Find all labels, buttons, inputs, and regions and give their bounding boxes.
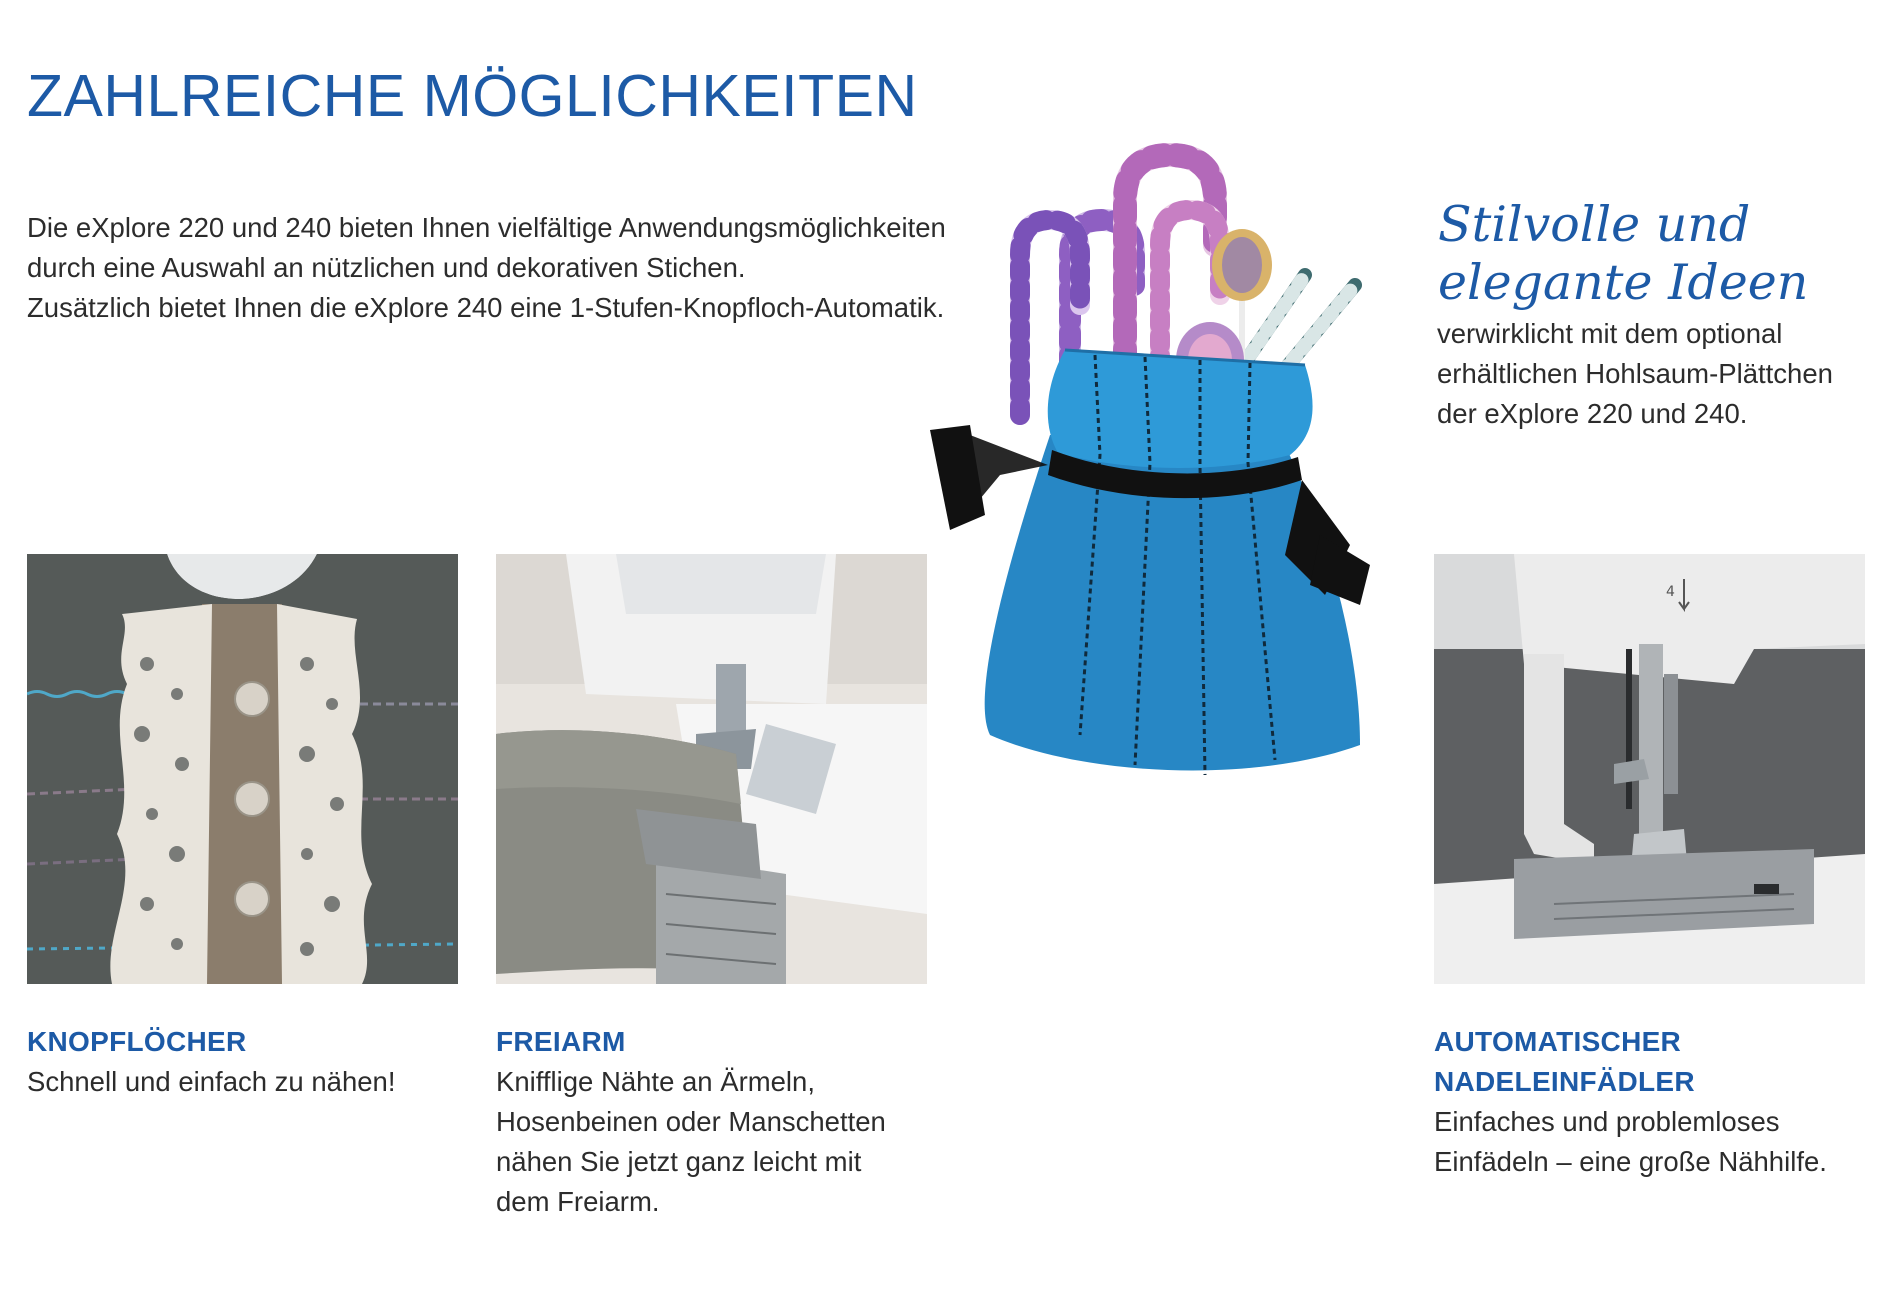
highlight-body-line: der eXplore 220 und 240. (1437, 398, 1748, 429)
photo-buttonholes (27, 554, 458, 984)
highlight-body-line: verwirklicht mit dem optional (1437, 318, 1783, 349)
feature-body-line: Einfädeln – eine große Nähhilfe. (1434, 1146, 1827, 1177)
intro-line: Die eXplore 220 und 240 bieten Ihnen vielfältige Anwendungsmöglichkeiten (27, 212, 946, 243)
feature-title: NADELEINFÄDLER (1434, 1066, 1695, 1097)
feature-title: AUTOMATISCHER (1434, 1026, 1682, 1057)
feature-buttonholes (27, 1022, 395, 1102)
photo-blue-pouch (930, 135, 1380, 815)
highlight-title (1438, 196, 1808, 312)
intro-line: durch eine Auswahl an nützlichen und dekorativen Stichen. (27, 252, 746, 283)
feature-body-line: Hosenbeinen oder Manschetten (496, 1106, 886, 1137)
highlight-title-line: Stilvolle und (1438, 196, 1751, 253)
feature-body-line: Einfaches und problemloses (1434, 1106, 1780, 1137)
feature-body-line: Knifflige Nähte an Ärmeln, (496, 1066, 815, 1097)
intro-line: Zusätzlich bietet Ihnen die eXplore 240 eine 1-Stufen-Knopfloch-Automatik. (27, 292, 945, 323)
highlight-body (1437, 314, 1833, 434)
feature-freearm (496, 1022, 886, 1222)
intro-paragraph (27, 208, 1027, 328)
highlight-title-line: elegante Ideen (1438, 254, 1809, 311)
feature-body-line: nähen Sie jetzt ganz leicht mit (496, 1146, 862, 1177)
feature-needle-threader (1434, 1022, 1827, 1182)
feature-body-line: dem Freiarm. (496, 1186, 660, 1217)
photo-threader (1434, 554, 1865, 984)
highlight-body-line: erhältlichen Hohlsaum-Plättchen (1437, 358, 1833, 389)
page-title: ZAHLREICHE MÖGLICHKEITEN (27, 63, 918, 129)
feature-body-line: Schnell und einfach zu nähen! (27, 1066, 396, 1097)
photo-freearm (496, 554, 927, 984)
feature-title: KNOPFLÖCHER (27, 1026, 247, 1057)
needle-number-label: 4 (1666, 584, 1675, 600)
feature-title: FREIARM (496, 1026, 626, 1057)
